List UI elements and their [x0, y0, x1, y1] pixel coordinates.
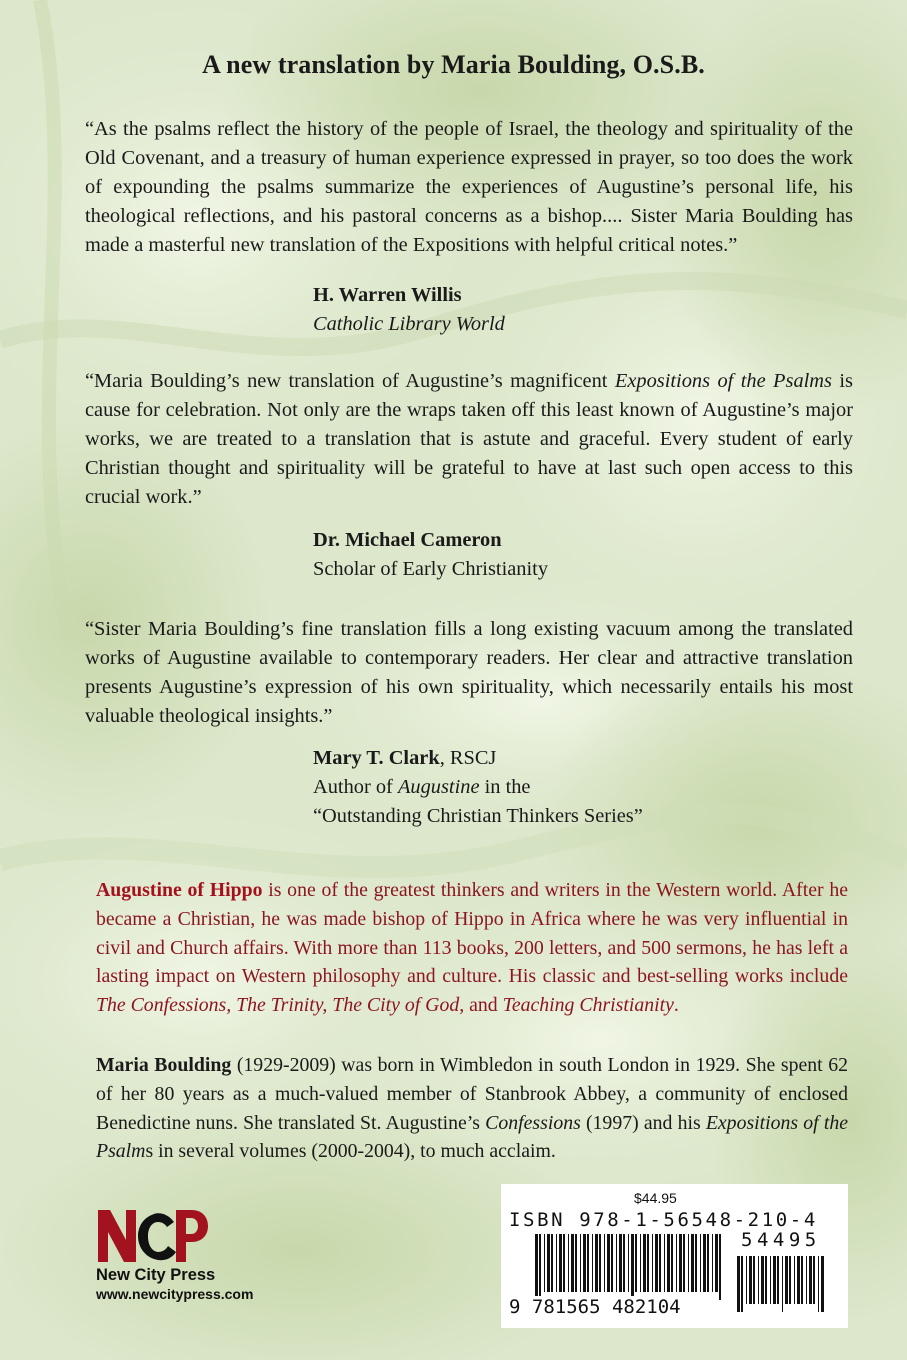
attribution-willis	[313, 281, 505, 339]
barcode-bar	[773, 1256, 776, 1304]
barcode-bar	[563, 1234, 565, 1292]
attribution-cameron	[313, 526, 548, 584]
barcode-bar	[715, 1234, 718, 1292]
barcode-bar	[635, 1234, 637, 1292]
barcode-bar	[604, 1234, 605, 1292]
quote-source: Catholic Library World	[313, 313, 505, 335]
barcode-bar	[758, 1256, 759, 1304]
barcode-bar	[703, 1234, 706, 1292]
barcode-bar	[619, 1234, 622, 1292]
barcode-bar	[655, 1234, 658, 1292]
barcode-bar	[676, 1234, 677, 1292]
bio-augustine	[96, 876, 848, 1020]
barcode-bar	[695, 1234, 697, 1292]
ean-digits: 9 781565 482104	[509, 1296, 681, 1318]
barcode-bar	[556, 1234, 557, 1292]
barcode-bar	[746, 1256, 747, 1304]
barcode-bar	[688, 1234, 689, 1292]
barcode-bar	[599, 1234, 601, 1292]
barcode-bar	[797, 1256, 800, 1304]
barcode-bar	[683, 1234, 685, 1292]
barcode-bar	[712, 1234, 713, 1292]
ncp-logo-icon	[96, 1208, 208, 1264]
barcode-bar	[616, 1234, 617, 1292]
barcode-bar	[559, 1234, 562, 1292]
barcode-bar	[785, 1256, 788, 1304]
barcode-bar	[700, 1234, 701, 1292]
quote-willis: “As the psalms reflect the history of the people of Israel, the theology and spirituality of the Old Covenant, and a treasury of human experience expressed in prayer, so too does the work of expounding the psalms summarize the experiences of Augustine’s personal life, his theological reflections, and his pastoral concerns as a bishop.... Sister Maria Boulding has made a masterful new translation of the Expositions with helpful critical notes.”	[85, 118, 853, 256]
quote-text: “Maria Boulding’s new translation of Augustine’s magnificent	[85, 370, 615, 392]
quote-source: Scholar of Early Christianity	[313, 558, 549, 580]
bio-text: and	[464, 994, 503, 1017]
bio-text: (1997) and his	[580, 1111, 706, 1134]
quote-book-title: Expositions of the Psalms	[614, 370, 832, 392]
barcode-bar	[777, 1256, 779, 1304]
barcode-bar	[640, 1234, 641, 1292]
barcode-bar	[571, 1234, 574, 1292]
barcode-bar	[741, 1256, 743, 1312]
bio-lead: Maria Boulding	[96, 1054, 232, 1076]
bio-works: Confessions	[485, 1111, 581, 1134]
barcode-bar	[568, 1234, 569, 1292]
barcode-bar	[719, 1234, 721, 1300]
barcode-bar	[806, 1256, 807, 1304]
barcode-bar	[547, 1234, 550, 1292]
headline: A new translation by Maria Boulding, O.S.B.	[202, 50, 705, 79]
bio-text: (1929-2009) was born in Wimbledon in south London in 1929. She spent 62 of her 80 years as a much-valued member of Stanbrook Abbey, a community of enclosed Benedictine nuns. She translated St. Augustine’s	[96, 1054, 848, 1134]
quote-author	[313, 744, 643, 773]
source-text: in the	[479, 776, 531, 798]
source-text: Author of	[313, 776, 398, 798]
barcode-bar	[818, 1256, 819, 1312]
publisher-logo	[96, 1208, 253, 1302]
addon-barcode-bars	[737, 1256, 837, 1312]
barcode-bar	[789, 1256, 791, 1304]
price: $44.95	[634, 1190, 677, 1206]
barcode-bar	[691, 1234, 694, 1292]
barcode-bar	[664, 1234, 665, 1292]
barcode-bar	[611, 1234, 613, 1292]
author-name: Mary T. Clark	[313, 747, 440, 769]
quote-source	[313, 773, 643, 802]
barcode-bar	[652, 1234, 653, 1292]
barcode-bar	[535, 1234, 538, 1300]
barcode-bar	[643, 1234, 646, 1292]
barcode-bar	[623, 1234, 625, 1292]
barcode-bar	[667, 1234, 670, 1292]
barcode-bar	[801, 1256, 803, 1304]
barcode-bar	[607, 1234, 610, 1292]
barcode-bar	[628, 1234, 629, 1292]
addon-digits: 54495	[741, 1229, 821, 1251]
quote-clark: “Sister Maria Boulding’s fine translation fills a long existing vacuum among the translated works of Augustine available to contemporary readers. Her clear and attractive translation presents Augustine’s expression of his own spirituality, which necessarily entails his most valuable theological insights.”	[85, 618, 853, 727]
bio-boulding	[96, 1051, 848, 1166]
barcode-bar	[647, 1234, 649, 1292]
author-suffix: , RSCJ	[439, 747, 497, 769]
quote-author: H. Warren Willis	[313, 284, 462, 306]
bio-works: Teaching Christianity	[502, 994, 674, 1017]
bio-text: is one of the greatest thinkers and writers in the Western world. After he became a Christian, he was made bishop of Hippo in Africa where he was very influential in civil and Church affairs. With more than 113 books, 200 letters, and 500 sermons, he has left a lasting impact on Western philosophy and culture. His classic and best-selling works include	[96, 879, 848, 988]
barcode-bar	[765, 1256, 767, 1304]
barcode-bar	[544, 1234, 545, 1292]
publisher-name: New City Press	[96, 1266, 216, 1284]
quote-author: Dr. Michael Cameron	[313, 529, 502, 551]
barcode-bar	[595, 1234, 598, 1292]
publisher-url: www.newcitypress.com	[96, 1286, 254, 1302]
source-title: Augustine	[397, 776, 480, 798]
barcode-bar	[671, 1234, 673, 1292]
barcode-bar	[631, 1234, 634, 1300]
bio-works: Expositions of the Psalm	[96, 1111, 848, 1163]
barcode-bar	[737, 1256, 740, 1312]
bio-lead: Augustine of Hippo	[96, 879, 263, 901]
barcode-bar	[679, 1234, 682, 1292]
bio-works: The Confessions, The Trinity, The City of God,	[96, 994, 465, 1017]
isbn-text: ISBN 978-1-56548-210-4	[509, 1209, 818, 1231]
barcode-bar	[583, 1234, 586, 1292]
barcode-bar	[707, 1234, 709, 1292]
barcode-bar	[659, 1234, 661, 1292]
barcode-bar	[575, 1234, 577, 1292]
barcode-bar	[539, 1234, 541, 1300]
isbn-barcode	[501, 1184, 848, 1328]
barcode-bar	[794, 1256, 795, 1304]
barcode-bar	[580, 1234, 581, 1292]
barcode-bar	[753, 1256, 755, 1304]
barcode-bar	[809, 1256, 812, 1304]
bio-text: .	[673, 994, 679, 1017]
ean-barcode-bars	[535, 1234, 725, 1300]
barcode-bar	[592, 1234, 593, 1292]
barcode-bar	[761, 1256, 764, 1304]
bio-text: s in several volumes (2000-2004), to much acclaim.	[145, 1140, 556, 1163]
attribution-clark	[313, 744, 643, 831]
barcode-bar	[813, 1256, 815, 1304]
quote-cameron	[85, 367, 853, 512]
quote-source-line2: “Outstanding Christian Thinkers Series”	[313, 805, 643, 827]
barcode-bar	[821, 1256, 824, 1312]
barcode-bar	[770, 1256, 771, 1304]
barcode-bar	[782, 1256, 783, 1312]
barcode-bar	[587, 1234, 589, 1292]
quote-text: is cause for celebration. Not only are the wraps taken off this least known of Augustine’s major works, we are treated to a translation that is astute and graceful. Every student of early Christian thought and spirituality will be grateful to have at last such open access to this crucial work.”	[85, 370, 853, 508]
barcode-bar	[551, 1234, 553, 1292]
barcode-bar	[749, 1256, 752, 1304]
